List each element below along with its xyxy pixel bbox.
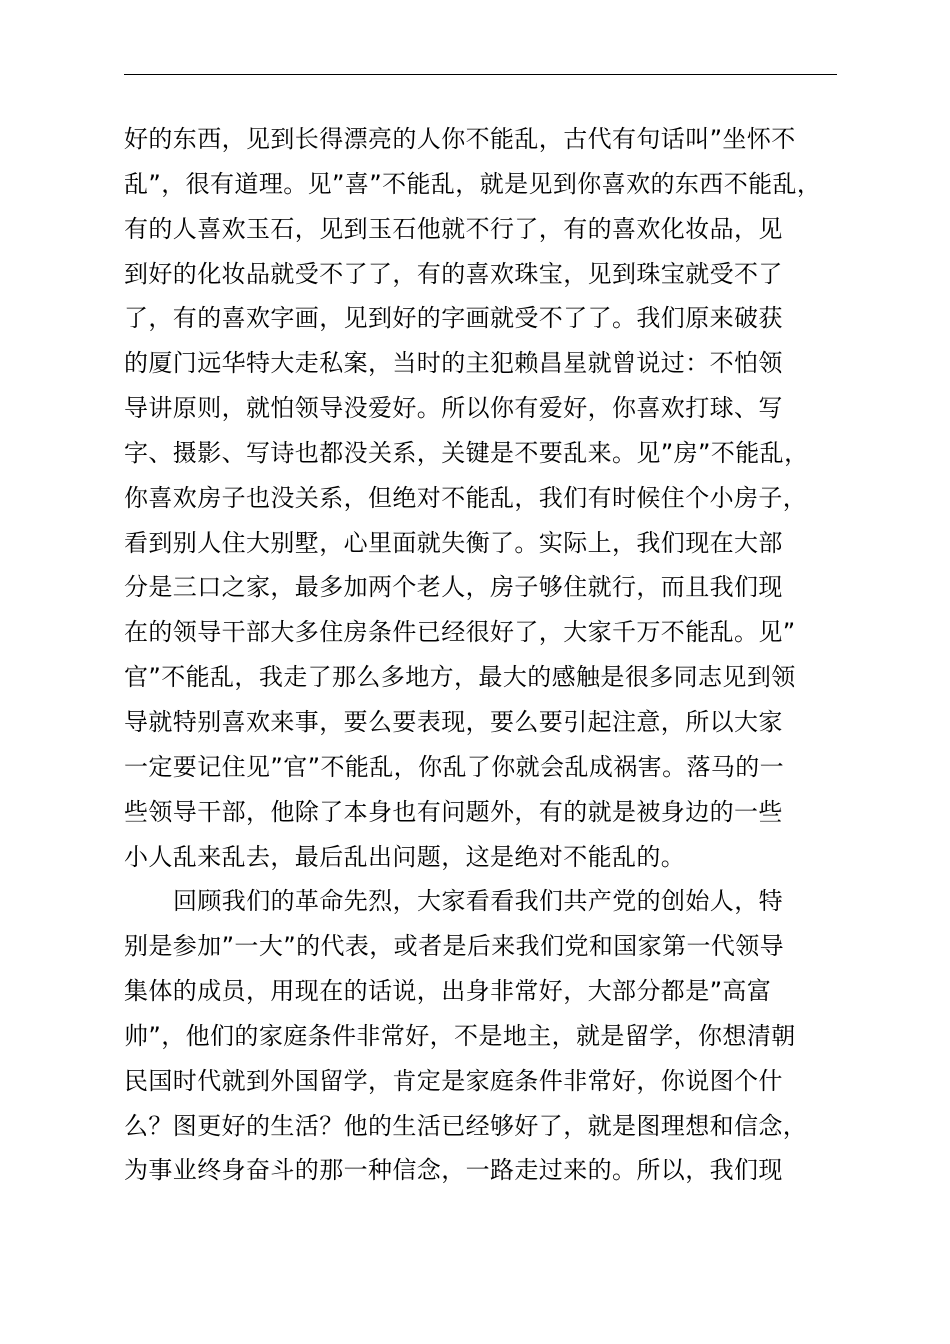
text-line: 一定要记住见”官”不能乱，你乱了你就会乱成祸害。落马的一 [124, 752, 785, 781]
paragraph-start-line: 回顾我们的革命先烈，大家看看我们共产党的创始人，特 [173, 887, 783, 916]
text-line: 了，有的喜欢字画，见到好的字画就受不了了。我们原来破获 [124, 304, 783, 333]
text-line: 到好的化妆品就受不了了，有的喜欢珠宝，见到珠宝就受不了 [124, 259, 783, 288]
text-line: 导讲原则，就怕领导没爱好。所以你有爱好，你喜欢打球、写 [124, 394, 783, 423]
header-rule [124, 74, 837, 75]
text-line: 的厦门远华特大走私案，当时的主犯赖昌星就曾说过：不怕领 [124, 349, 783, 378]
text-line: 为事业终身奋斗的那一种信念，一路走过来的。所以，我们现 [124, 1156, 783, 1185]
text-line: 帅”，他们的家庭条件非常好，不是地主，就是留学，你想清朝 [124, 1021, 796, 1050]
text-line: 导就特别喜欢来事，要么要表现，要么要引起注意，所以大家 [124, 707, 783, 736]
text-line: 民国时代就到外国留学，肯定是家庭条件非常好，你说图个什 [124, 1066, 783, 1095]
text-line: 字、摄影、写诗也都没关系，关键是不要乱来。见”房”不能乱， [124, 438, 809, 467]
text-line: 乱”，很有道理。见”喜”不能乱，就是见到你喜欢的东西不能乱， [124, 169, 822, 198]
text-line: 别是参加”一大”的代表，或者是后来我们党和国家第一代领导 [124, 932, 785, 961]
text-line: 些领导干部，他除了本身也有问题外，有的就是被身边的一些 [124, 797, 783, 826]
text-line: 小人乱来乱去，最后乱出问题，这是绝对不能乱的。 [124, 842, 686, 871]
document-body [124, 117, 864, 1193]
text-line: 有的人喜欢玉石，见到玉石他就不行了，有的喜欢化妆品，见 [124, 214, 783, 243]
text-line: 在的领导干部大多住房条件已经很好了，大家千万不能乱。见” [124, 618, 796, 647]
text-line: 看到别人住大别墅，心里面就失衡了。实际上，我们现在大部 [124, 528, 783, 557]
text-line: 集体的成员，用现在的话说，出身非常好，大部分都是”高富 [124, 977, 772, 1006]
text-line: 你喜欢房子也没关系，但绝对不能乱，我们有时候住个小房子， [124, 483, 808, 512]
text-line: 分是三口之家，最多加两个老人，房子够住就行，而且我们现 [124, 573, 783, 602]
text-line: 好的东西，见到长得漂亮的人你不能乱，古代有句话叫”坐怀不 [124, 125, 796, 153]
text-line: 么？图更好的生活？他的生活已经够好了，就是图理想和信念， [124, 1111, 808, 1140]
text-line: 官”不能乱，我走了那么多地方，最大的感触是很多同志见到领 [124, 663, 796, 692]
